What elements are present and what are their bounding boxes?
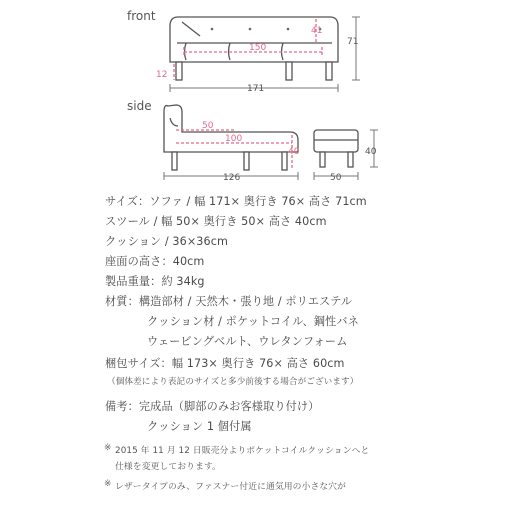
note-1-line-b: 仕様を変更しております。 xyxy=(115,462,222,472)
material-line-3: ウェービングベルト、ウレタンフォーム xyxy=(147,335,348,348)
dim-41: 41 xyxy=(311,26,323,36)
sofa-size: サイズ：ソファ / 幅 171× 奥行き 76× 高さ 71cm xyxy=(105,195,367,208)
cushion-size: クッション / 36×36cm xyxy=(105,235,228,248)
package-note: （個体差により表記のサイズと多少前後する場合がございます） xyxy=(107,377,359,387)
note-2-mark: ※ xyxy=(104,479,112,489)
note-2-line: レザータイプのみ、ファスナー付近に通気用の小さな穴が xyxy=(115,482,347,492)
note-1-mark: ※ xyxy=(104,443,112,453)
stool-size: スツール / 幅 50× 奥行き 50× 高さ 40cm xyxy=(105,215,327,228)
product-weight: 製品重量：約 34kg xyxy=(105,275,205,288)
dim-50b: 50 xyxy=(330,173,342,183)
dim-126: 126 xyxy=(223,173,241,183)
material-line-1: 材質：構造部材 / 天然木・張り地 / ポリエステル xyxy=(105,295,353,308)
remarks-line-2: クッション 1 個付属 xyxy=(147,420,252,433)
side-label: side xyxy=(127,99,152,113)
dim-50a: 50 xyxy=(202,121,214,131)
material-line-2: クッション材 / ポケットコイル、鋼性バネ xyxy=(147,315,359,328)
dim-40a: 40 xyxy=(288,147,300,157)
front-label: front xyxy=(127,9,156,23)
dim-12: 12 xyxy=(156,70,168,80)
package-size: 梱包サイズ：幅 173× 奥行き 76× 高さ 60cm xyxy=(105,357,345,370)
dim-150: 150 xyxy=(249,43,267,53)
seat-height: 座面の高さ：40cm xyxy=(105,255,205,268)
dim-100: 100 xyxy=(225,134,243,144)
note-1-line-a: 2015 年 11 月 12 日販売分よりポケットコイルクッションへと xyxy=(115,446,370,456)
dim-71: 71 xyxy=(347,37,359,47)
dim-171: 171 xyxy=(247,84,265,94)
remarks-line-1: 備考：完成品（脚部のみお客様取り付け） xyxy=(105,400,320,413)
dim-40b: 40 xyxy=(365,147,377,157)
